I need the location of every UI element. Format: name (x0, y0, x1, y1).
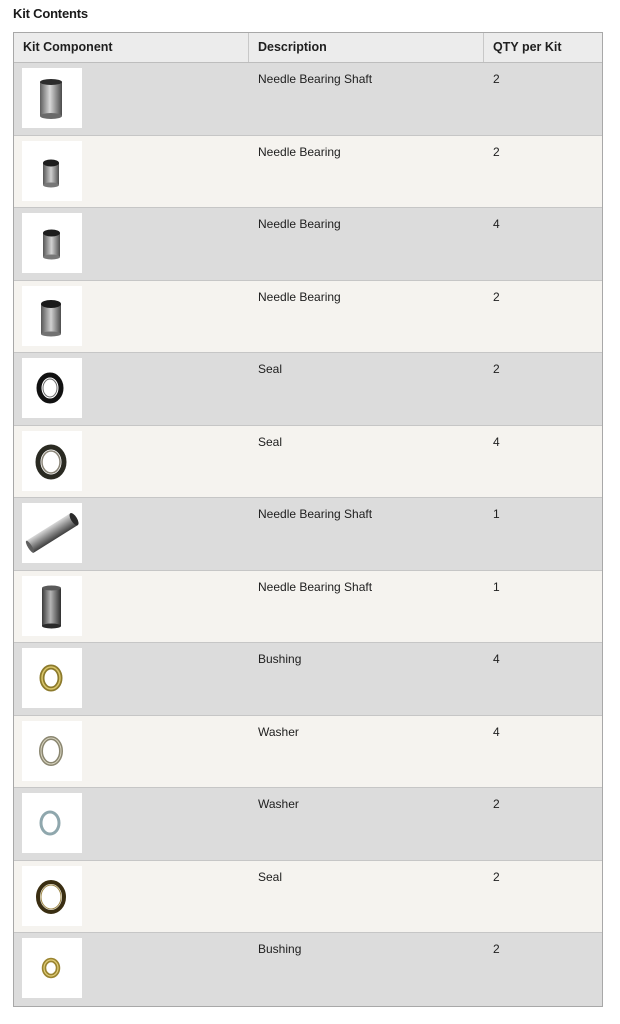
table-header (14, 33, 602, 63)
row-qty: 4 (493, 652, 500, 666)
seal-ring-icon (22, 866, 82, 926)
table-row (14, 498, 602, 571)
header-kit-component: Kit Component (14, 33, 249, 62)
row-qty: 2 (493, 72, 500, 86)
row-qty: 1 (493, 507, 500, 521)
washer-icon (22, 721, 82, 781)
needle-bearing-icon (22, 286, 82, 346)
table-row (14, 861, 602, 934)
row-description: Washer (258, 724, 299, 739)
row-description: Needle Bearing Shaft (258, 579, 373, 594)
row-description: Seal (258, 869, 283, 884)
shaft-icon (22, 576, 82, 636)
table-row (14, 933, 602, 1006)
table-row (14, 63, 602, 136)
brass-bushing-icon (22, 938, 82, 998)
table-row (14, 716, 602, 789)
table-row (14, 426, 602, 499)
seal-ring-icon (22, 358, 82, 418)
row-qty: 2 (493, 144, 500, 159)
header-qty: QTY per Kit (493, 40, 562, 54)
page-title: Kit Contents (13, 6, 88, 21)
row-description: Needle Bearing Shaft (258, 507, 373, 521)
row-description: Needle Bearing Shaft (258, 72, 373, 86)
brass-bushing-icon (22, 648, 82, 708)
row-description: Bushing (258, 652, 302, 666)
row-qty: 2 (493, 869, 500, 884)
kit-contents-table (13, 32, 603, 1007)
angled-shaft-icon (22, 503, 82, 563)
row-qty: 2 (493, 942, 500, 956)
row-description: Needle Bearing (258, 144, 341, 159)
needle-bearing-icon (22, 213, 82, 273)
table-row (14, 788, 602, 861)
row-qty: 1 (493, 579, 500, 594)
table-row (14, 208, 602, 281)
row-qty: 4 (493, 724, 500, 739)
table-row (14, 353, 602, 426)
row-qty: 2 (493, 797, 500, 811)
row-description: Seal (258, 434, 283, 449)
row-description: Seal (258, 362, 283, 376)
row-description: Needle Bearing (258, 289, 341, 304)
shaft-icon (22, 68, 82, 128)
row-qty: 2 (493, 362, 500, 376)
table-row (14, 136, 602, 209)
needle-bearing-icon (22, 141, 82, 201)
washer-icon (22, 793, 82, 853)
row-qty: 4 (493, 434, 500, 449)
table-row (14, 571, 602, 644)
row-description: Bushing (258, 942, 302, 956)
seal-ring-icon (22, 431, 82, 491)
table-row (14, 281, 602, 354)
row-qty: 2 (493, 289, 500, 304)
row-qty: 4 (493, 217, 500, 231)
header-description: Description (249, 33, 484, 62)
row-description: Washer (258, 797, 299, 811)
table-row (14, 643, 602, 716)
row-description: Needle Bearing (258, 217, 341, 231)
